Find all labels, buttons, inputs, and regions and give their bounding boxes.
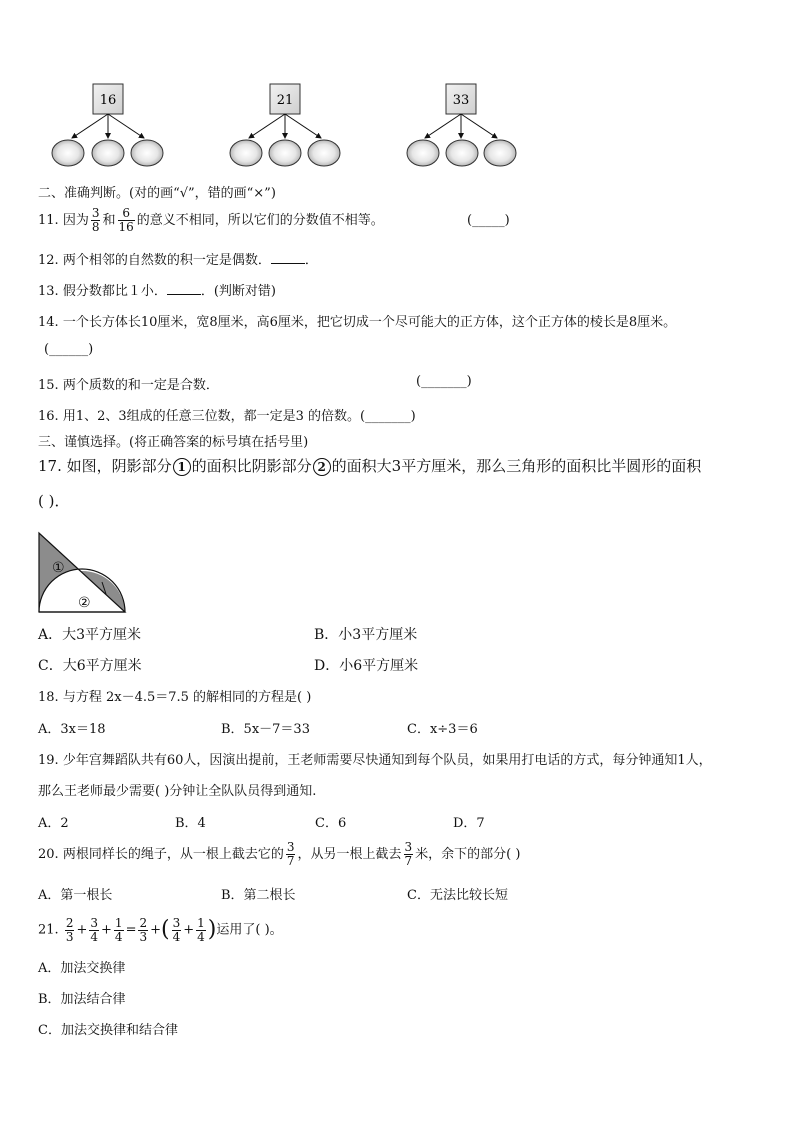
answer-blank-12[interactable] (271, 253, 305, 264)
q20-option-a[interactable]: A．第一根长 (38, 888, 113, 903)
blank-ball (446, 140, 478, 166)
answer-blank-14[interactable]: (______) (44, 342, 94, 357)
question-11: 11. 因为 $\frac{3}{8}$ 和 $\frac{6}{16}$ 的意义不相同，所以它们的分数值不相等。 (38, 206, 384, 234)
q20-option-c[interactable]: C．无法比较长短 (407, 888, 508, 903)
shaded-region-1-marker: 1 (173, 458, 191, 476)
tree-root-label: 16 (99, 93, 117, 108)
question-19: 19. 少年宫舞蹈队共有60人，因演出提前，王老师需要尽快通知到每个队员，如果用打电话的方式，每分钟通知1人， (38, 753, 712, 768)
q18-option-b[interactable]: B．5x－7＝33 (221, 722, 310, 737)
question-19-line2: 那么王老师最少需要( )分钟让全队队员得到通知. (38, 784, 317, 799)
q17-option-a[interactable]: A．大3平方厘米 (38, 627, 142, 643)
answer-blank-13[interactable] (167, 284, 201, 295)
question-14: 14. 一个长方体长10厘米，宽8厘米，高6厘米，把它切成一个尽可能大的正方体，这个正方体的棱长是8厘米。 (38, 315, 677, 330)
fraction-2-3: $\frac{2}{3}$ (139, 915, 148, 944)
blank-ball (92, 140, 124, 166)
question-21: 21. $\frac{2}{3}$ + $\frac{3}{4}$ + $\frac{1}{4}$ = $\frac{2}{3}$ +( $\frac{3}{4}$ + $\frac{1}{4}$ )运用了( )。 (38, 915, 283, 944)
tree-diagram-2 (230, 84, 340, 166)
q18-option-c[interactable]: C．x÷3＝6 (407, 722, 478, 737)
answer-blank-15[interactable]: (_______) (416, 374, 472, 389)
region-2-label: ② (78, 595, 91, 611)
answer-blank-11[interactable]: (_____) (467, 213, 510, 228)
q21-option-b[interactable]: B．加法结合律 (38, 992, 126, 1007)
fraction-3-4: $\frac{3}{4}$ (172, 915, 181, 944)
number-tree-diagrams (0, 76, 794, 176)
tree-diagram-3 (407, 84, 516, 166)
tree-diagram-1 (52, 84, 163, 166)
question-13: 13. 假分数都比１小． ．(判断对错) (38, 284, 276, 299)
q20-option-b[interactable]: B．第二根长 (221, 888, 296, 903)
fraction-2-3: $\frac{2}{3}$ (65, 915, 74, 944)
blank-ball (407, 140, 439, 166)
fraction-6-16: $\frac{6}{16}$ (118, 206, 134, 234)
blank-ball (230, 140, 262, 166)
q17-option-c[interactable]: C．大6平方厘米 (38, 658, 142, 674)
blank-ball (52, 140, 84, 166)
blank-ball (484, 140, 516, 166)
q17-option-d[interactable]: D．小6平方厘米 (314, 658, 419, 674)
q21-option-c[interactable]: C．加法交换律和结合律 (38, 1023, 178, 1038)
q18-option-a[interactable]: A．3x＝18 (38, 722, 106, 737)
question-15: 15. 两个质数的和一定是合数． (38, 378, 219, 393)
fraction-3-7: $\frac{3}{7}$ (286, 840, 295, 868)
question-12: 12. 两个相邻的自然数的积一定是偶数． ． (38, 253, 318, 268)
fraction-1-4: $\frac{1}{4}$ (197, 915, 205, 944)
question-16: 16. 用1、2、3组成的任意三位数，都一定是3 的倍数。(_______) (38, 409, 416, 424)
q19-option-b[interactable]: B．4 (175, 816, 206, 831)
fraction-1-4: $\frac{1}{4}$ (114, 915, 123, 944)
question-17-blank[interactable]: ( )． (38, 492, 70, 510)
q21-option-a[interactable]: A．加法交换律 (38, 961, 126, 976)
fraction-3-7-meters: $\frac{3}{7}$ (404, 840, 413, 868)
section-3-heading: 三、谨慎选择。(将正确答案的标号填在括号里) (38, 435, 309, 450)
q19-option-c[interactable]: C．6 (315, 816, 347, 831)
question-17: 17. 如图，阴影部分 1 的面积比阴影部分 2 的面积大3平方厘米，那么三角形的面积比半圆形的面积 (38, 457, 702, 475)
tree-root-label: 33 (452, 93, 470, 108)
fraction-3-4: $\frac{3}{4}$ (90, 915, 99, 944)
q19-option-d[interactable]: D．7 (453, 816, 485, 831)
blank-ball (269, 140, 301, 166)
triangle-semicircle-figure (36, 530, 130, 616)
shaded-region-2-marker: 2 (313, 458, 331, 476)
blank-ball (308, 140, 340, 166)
section-2-heading: 二、准确判断。(对的画“√”，错的画“×”) (38, 186, 276, 201)
region-1-label: ① (52, 560, 65, 576)
blank-ball (131, 140, 163, 166)
question-18: 18. 与方程 2x－4.5＝7.5 的解相同的方程是( ) (38, 690, 312, 705)
q19-option-a[interactable]: A．2 (38, 816, 69, 831)
tree-root-label: 21 (276, 93, 294, 108)
question-20: 20. 两根同样长的绳子，从一根上截去它的 $\frac{3}{7}$ ，从另一根上截去 $\frac{3}{7}$ 米，余下的部分( ) (38, 840, 521, 868)
fraction-3-8: $\frac{3}{8}$ (91, 206, 100, 234)
q17-option-b[interactable]: B．小3平方厘米 (314, 627, 418, 643)
